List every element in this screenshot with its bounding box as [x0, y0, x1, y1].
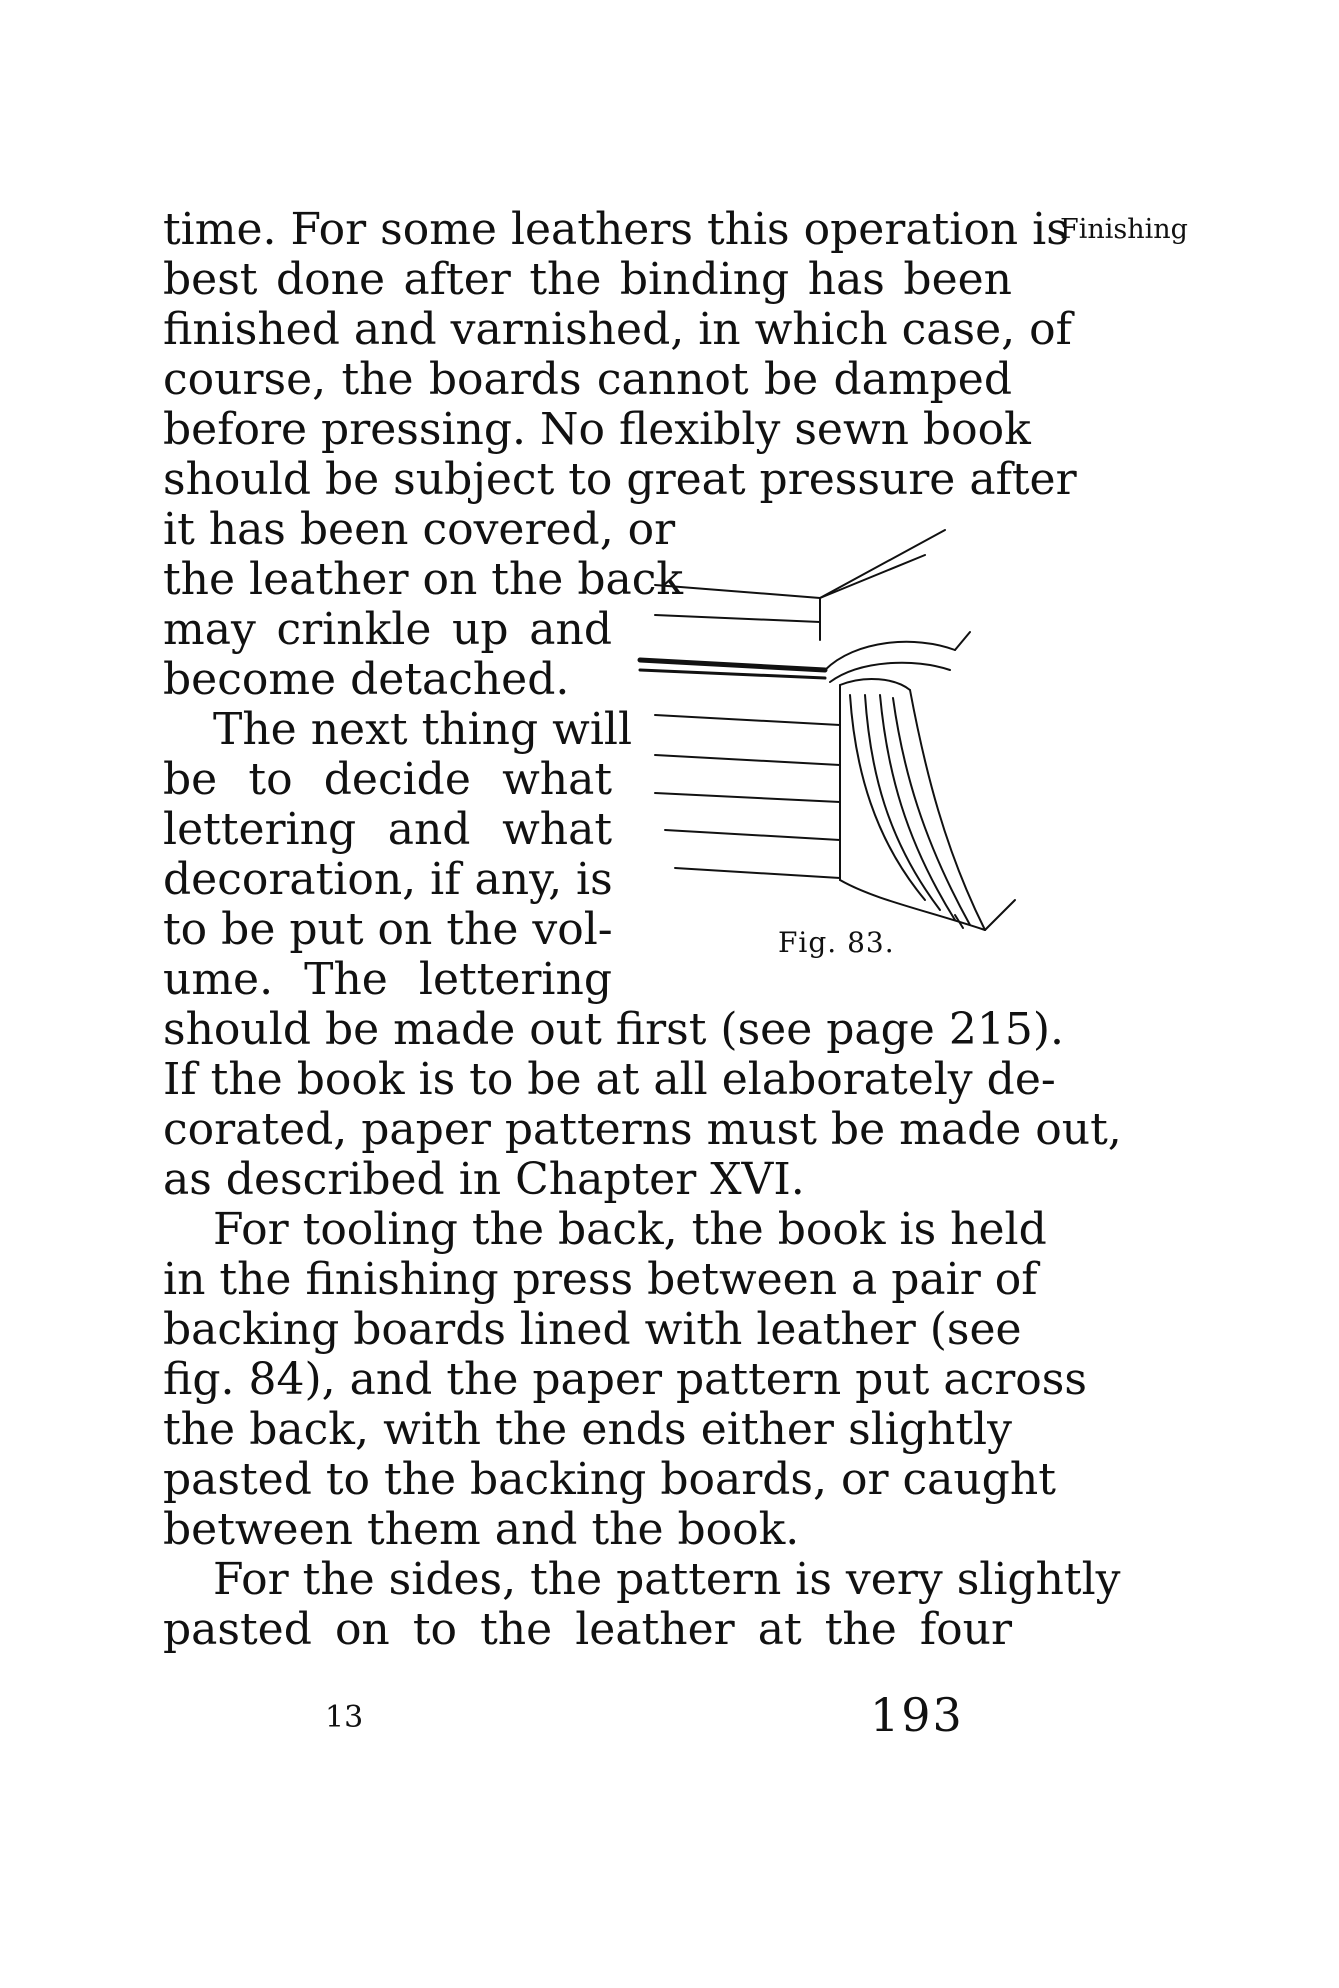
text-line: be to decide what — [163, 754, 612, 805]
text-line: fig. 84), and the paper pattern put across — [163, 1354, 1087, 1405]
text-line: If the book is to be at all elaborately de- — [163, 1054, 1056, 1105]
text-line: before pressing. No flexibly sewn book — [163, 404, 1031, 455]
text-line: as described in Chapter XVI. — [163, 1154, 805, 1205]
figure-caption: Fig. 83. — [778, 926, 895, 959]
text-line: the leather on the back — [163, 554, 684, 605]
text-line: the back, with the ends either slightly — [163, 1404, 1012, 1455]
margin-note: Finishing — [1060, 214, 1188, 245]
text-line: may crinkle up and — [163, 604, 612, 655]
text-line: it has been covered, or — [163, 504, 676, 555]
signature-mark: 13 — [325, 1700, 364, 1735]
text-line: backing boards lined with leather (see — [163, 1304, 1022, 1355]
text-line: course, the boards cannot be damped — [163, 354, 1012, 405]
text-line: For the sides, the pattern is very slightly — [213, 1554, 1121, 1605]
text-line: should be subject to great pressure after — [163, 454, 1077, 505]
text-line: between them and the book. — [163, 1504, 800, 1555]
text-line: should be made out first (see page 215). — [163, 1004, 1064, 1055]
text-line: corated, paper patterns must be made out, — [163, 1104, 1122, 1155]
text-line: lettering and what — [163, 804, 612, 855]
text-line: ume. The lettering — [163, 954, 612, 1005]
text-line: pasted on to the leather at the four — [163, 1604, 1012, 1655]
text-line: The next thing will — [213, 704, 633, 755]
text-line: decoration, if any, is — [163, 854, 613, 905]
figure-83-illustration — [625, 510, 1030, 980]
text-line: become detached. — [163, 654, 570, 705]
text-line: time. For some leathers this operation is — [163, 204, 1069, 255]
text-line: in the finishing press between a pair of — [163, 1254, 1038, 1305]
page-number: 193 — [870, 1688, 964, 1742]
text-line: For tooling the back, the book is held — [213, 1204, 1047, 1255]
text-line: finished and varnished, in which case, of — [163, 304, 1072, 355]
text-line: best done after the binding has been — [163, 254, 1012, 305]
text-line: pasted to the backing boards, or caught — [163, 1454, 1056, 1505]
text-line: to be put on the vol- — [163, 904, 613, 955]
